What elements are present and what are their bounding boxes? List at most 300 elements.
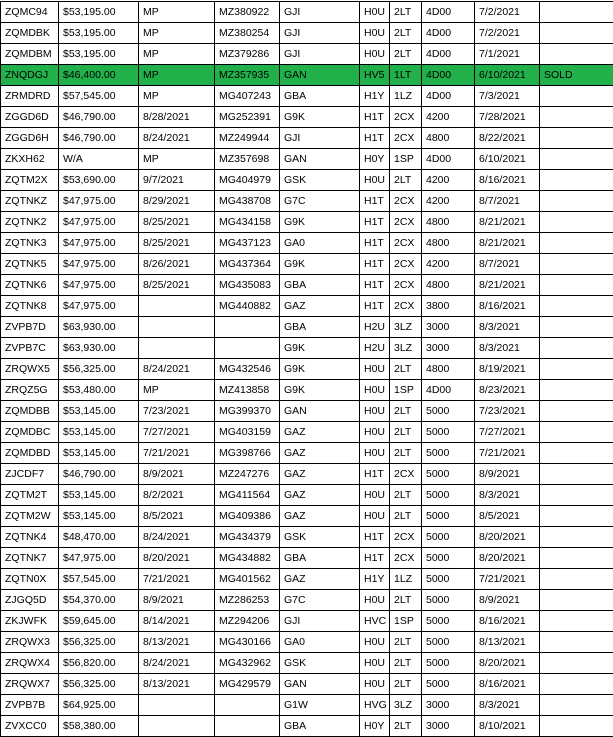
cell-trim: 2LT xyxy=(390,674,422,695)
cell-price: $54,370.00 xyxy=(59,590,139,611)
cell-color-code: GJI xyxy=(280,2,360,23)
cell-model-code: H0U xyxy=(360,485,390,506)
cell-model-code: H1T xyxy=(360,548,390,569)
cell-package: 4800 xyxy=(422,275,475,296)
cell-serial xyxy=(215,716,280,737)
cell-price: $46,790.00 xyxy=(59,107,139,128)
table-row xyxy=(1,212,613,233)
cell-stock-number: ZQTNK5 xyxy=(1,254,59,275)
cell-status xyxy=(540,380,613,401)
cell-arrival-date: 8/16/2021 xyxy=(475,674,540,695)
cell-stock-number: ZKXH62 xyxy=(1,149,59,170)
cell-serial: MG398766 xyxy=(215,443,280,464)
cell-arrival-date: 8/21/2021 xyxy=(475,233,540,254)
cell-date: 8/9/2021 xyxy=(139,590,215,611)
cell-color-code: GJI xyxy=(280,23,360,44)
cell-stock-number: ZVXCC0 xyxy=(1,716,59,737)
cell-status xyxy=(540,716,613,737)
cell-package: 4D00 xyxy=(422,86,475,107)
cell-stock-number: ZQMC94 xyxy=(1,2,59,23)
cell-package: 3000 xyxy=(422,317,475,338)
table-row xyxy=(1,170,613,191)
cell-price: $46,790.00 xyxy=(59,464,139,485)
cell-status xyxy=(540,506,613,527)
table-row xyxy=(1,338,613,359)
cell-color-code: GSK xyxy=(280,653,360,674)
cell-model-code: H0U xyxy=(360,170,390,191)
cell-stock-number: ZQMDBD xyxy=(1,443,59,464)
cell-stock-number: ZRQWX5 xyxy=(1,359,59,380)
cell-serial: MZ379286 xyxy=(215,44,280,65)
cell-package: 4D00 xyxy=(422,149,475,170)
cell-stock-number: ZQTM2X xyxy=(1,170,59,191)
cell-date: MP xyxy=(139,65,215,86)
cell-status xyxy=(540,653,613,674)
table-row xyxy=(1,65,613,86)
cell-status xyxy=(540,233,613,254)
table-row xyxy=(1,191,613,212)
cell-model-code: H0U xyxy=(360,23,390,44)
cell-trim: 2CX xyxy=(390,212,422,233)
table-row xyxy=(1,443,613,464)
cell-stock-number: ZJCDF7 xyxy=(1,464,59,485)
cell-status xyxy=(540,128,613,149)
cell-price: $63,930.00 xyxy=(59,317,139,338)
cell-status xyxy=(540,590,613,611)
cell-model-code: H0U xyxy=(360,380,390,401)
cell-status xyxy=(540,527,613,548)
cell-color-code: G9K xyxy=(280,254,360,275)
cell-trim: 2CX xyxy=(390,191,422,212)
cell-trim: 2LT xyxy=(390,23,422,44)
cell-trim: 2CX xyxy=(390,296,422,317)
cell-date: 8/28/2021 xyxy=(139,107,215,128)
cell-status xyxy=(540,485,613,506)
cell-date: MP xyxy=(139,86,215,107)
cell-color-code: GBA xyxy=(280,716,360,737)
cell-arrival-date: 7/1/2021 xyxy=(475,44,540,65)
cell-trim: 2CX xyxy=(390,254,422,275)
cell-trim: 2CX xyxy=(390,275,422,296)
cell-arrival-date: 8/3/2021 xyxy=(475,338,540,359)
cell-date: 8/20/2021 xyxy=(139,548,215,569)
cell-date: 7/21/2021 xyxy=(139,569,215,590)
cell-serial: MG435083 xyxy=(215,275,280,296)
table-row xyxy=(1,254,613,275)
cell-model-code: HVC xyxy=(360,611,390,632)
cell-status xyxy=(540,2,613,23)
cell-package: 4D00 xyxy=(422,23,475,44)
cell-arrival-date: 8/20/2021 xyxy=(475,548,540,569)
cell-stock-number: ZQMDBC xyxy=(1,422,59,443)
cell-trim: 2LT xyxy=(390,653,422,674)
table-row xyxy=(1,716,613,737)
cell-date: 8/2/2021 xyxy=(139,485,215,506)
cell-arrival-date: 7/27/2021 xyxy=(475,422,540,443)
cell-serial: MZ380922 xyxy=(215,2,280,23)
cell-arrival-date: 8/16/2021 xyxy=(475,296,540,317)
table-row xyxy=(1,590,613,611)
cell-price: $56,325.00 xyxy=(59,674,139,695)
cell-trim: 2LT xyxy=(390,422,422,443)
cell-color-code: GAN xyxy=(280,674,360,695)
cell-stock-number: ZQTNK4 xyxy=(1,527,59,548)
cell-trim: 2LT xyxy=(390,359,422,380)
cell-model-code: H1T xyxy=(360,128,390,149)
cell-arrival-date: 7/2/2021 xyxy=(475,23,540,44)
table-body xyxy=(1,2,613,737)
cell-serial: MZ247276 xyxy=(215,464,280,485)
cell-date: 7/27/2021 xyxy=(139,422,215,443)
cell-serial: MG407243 xyxy=(215,86,280,107)
cell-date: 8/24/2021 xyxy=(139,653,215,674)
cell-arrival-date: 8/5/2021 xyxy=(475,506,540,527)
cell-trim: 3LZ xyxy=(390,338,422,359)
cell-price: $48,470.00 xyxy=(59,527,139,548)
cell-arrival-date: 7/23/2021 xyxy=(475,401,540,422)
cell-model-code: HVG xyxy=(360,695,390,716)
cell-status xyxy=(540,674,613,695)
cell-date: MP xyxy=(139,44,215,65)
cell-color-code: G9K xyxy=(280,380,360,401)
cell-trim: 1LZ xyxy=(390,86,422,107)
cell-color-code: GAN xyxy=(280,65,360,86)
cell-trim: 2LT xyxy=(390,506,422,527)
cell-price: $57,545.00 xyxy=(59,86,139,107)
cell-package: 5000 xyxy=(422,569,475,590)
cell-price: $53,690.00 xyxy=(59,170,139,191)
cell-package: 5000 xyxy=(422,632,475,653)
cell-model-code: H0U xyxy=(360,359,390,380)
cell-color-code: GAZ xyxy=(280,569,360,590)
cell-trim: 1LT xyxy=(390,65,422,86)
table-row xyxy=(1,632,613,653)
cell-color-code: GAZ xyxy=(280,485,360,506)
cell-trim: 2LT xyxy=(390,443,422,464)
cell-status xyxy=(540,569,613,590)
cell-arrival-date: 8/10/2021 xyxy=(475,716,540,737)
cell-price: $53,195.00 xyxy=(59,2,139,23)
cell-serial: MG403159 xyxy=(215,422,280,443)
cell-status xyxy=(540,275,613,296)
cell-model-code: H1T xyxy=(360,233,390,254)
cell-price: $58,380.00 xyxy=(59,716,139,737)
cell-trim: 2LT xyxy=(390,401,422,422)
cell-serial xyxy=(215,317,280,338)
cell-price: $53,145.00 xyxy=(59,422,139,443)
cell-model-code: H0U xyxy=(360,443,390,464)
cell-model-code: H1T xyxy=(360,296,390,317)
cell-price: $47,975.00 xyxy=(59,275,139,296)
cell-package: 5000 xyxy=(422,506,475,527)
cell-package: 5000 xyxy=(422,443,475,464)
cell-package: 3000 xyxy=(422,716,475,737)
cell-trim: 2CX xyxy=(390,233,422,254)
table-row xyxy=(1,44,613,65)
cell-stock-number: ZQMDBB xyxy=(1,401,59,422)
cell-date xyxy=(139,716,215,737)
cell-serial: MG432962 xyxy=(215,653,280,674)
cell-stock-number: ZRMDRD xyxy=(1,86,59,107)
cell-stock-number: ZQMDBK xyxy=(1,23,59,44)
cell-package: 5000 xyxy=(422,527,475,548)
table-row xyxy=(1,23,613,44)
cell-arrival-date: 8/3/2021 xyxy=(475,317,540,338)
cell-package: 5000 xyxy=(422,464,475,485)
cell-color-code: G9K xyxy=(280,212,360,233)
cell-color-code: GAZ xyxy=(280,296,360,317)
cell-price: $56,820.00 xyxy=(59,653,139,674)
cell-arrival-date: 8/16/2021 xyxy=(475,611,540,632)
cell-model-code: H0Y xyxy=(360,716,390,737)
cell-color-code: GBA xyxy=(280,317,360,338)
cell-serial: MG411564 xyxy=(215,485,280,506)
cell-package: 5000 xyxy=(422,548,475,569)
table-row xyxy=(1,380,613,401)
table-row xyxy=(1,128,613,149)
cell-serial: MG399370 xyxy=(215,401,280,422)
cell-trim: 2CX xyxy=(390,527,422,548)
cell-status xyxy=(540,254,613,275)
cell-package: 4800 xyxy=(422,233,475,254)
cell-color-code: G7C xyxy=(280,191,360,212)
cell-date: 8/25/2021 xyxy=(139,212,215,233)
cell-status xyxy=(540,611,613,632)
cell-price: $46,400.00 xyxy=(59,65,139,86)
cell-model-code: H1T xyxy=(360,107,390,128)
cell-model-code: H1Y xyxy=(360,569,390,590)
cell-package: 4200 xyxy=(422,254,475,275)
cell-stock-number: ZQTNK2 xyxy=(1,212,59,233)
cell-serial: MZ286253 xyxy=(215,590,280,611)
cell-package: 5000 xyxy=(422,653,475,674)
cell-stock-number: ZQTM2T xyxy=(1,485,59,506)
cell-date: 8/29/2021 xyxy=(139,191,215,212)
cell-color-code: G1W xyxy=(280,695,360,716)
cell-model-code: H2U xyxy=(360,317,390,338)
cell-model-code: H0U xyxy=(360,506,390,527)
cell-color-code: GBA xyxy=(280,86,360,107)
cell-price: $47,975.00 xyxy=(59,212,139,233)
table-row xyxy=(1,506,613,527)
cell-trim: 2CX xyxy=(390,548,422,569)
cell-status xyxy=(540,170,613,191)
cell-status xyxy=(540,23,613,44)
cell-status xyxy=(540,464,613,485)
cell-stock-number: ZRQWX7 xyxy=(1,674,59,695)
cell-serial: MG252391 xyxy=(215,107,280,128)
cell-arrival-date: 6/10/2021 xyxy=(475,65,540,86)
cell-date: 8/5/2021 xyxy=(139,506,215,527)
cell-date: 8/24/2021 xyxy=(139,359,215,380)
cell-model-code: H0U xyxy=(360,422,390,443)
cell-trim: 2CX xyxy=(390,128,422,149)
cell-date: 8/25/2021 xyxy=(139,233,215,254)
cell-stock-number: ZRQWX3 xyxy=(1,632,59,653)
cell-serial: MG432546 xyxy=(215,359,280,380)
cell-model-code: H1Y xyxy=(360,86,390,107)
cell-package: 4D00 xyxy=(422,65,475,86)
cell-arrival-date: 8/21/2021 xyxy=(475,275,540,296)
cell-arrival-date: 8/3/2021 xyxy=(475,695,540,716)
cell-trim: 3LZ xyxy=(390,695,422,716)
cell-model-code: H1T xyxy=(360,527,390,548)
cell-color-code: GA0 xyxy=(280,632,360,653)
cell-model-code: H1T xyxy=(360,212,390,233)
cell-trim: 2LT xyxy=(390,632,422,653)
cell-arrival-date: 8/13/2021 xyxy=(475,632,540,653)
cell-color-code: G9K xyxy=(280,107,360,128)
cell-arrival-date: 6/10/2021 xyxy=(475,149,540,170)
cell-status xyxy=(540,443,613,464)
cell-stock-number: ZJGQ5D xyxy=(1,590,59,611)
cell-arrival-date: 8/19/2021 xyxy=(475,359,540,380)
table-row xyxy=(1,422,613,443)
table-row xyxy=(1,674,613,695)
cell-color-code: G9K xyxy=(280,338,360,359)
cell-serial: MG401562 xyxy=(215,569,280,590)
cell-color-code: GBA xyxy=(280,275,360,296)
cell-serial: MZ294206 xyxy=(215,611,280,632)
table-row xyxy=(1,464,613,485)
cell-color-code: GJI xyxy=(280,128,360,149)
cell-arrival-date: 8/9/2021 xyxy=(475,464,540,485)
cell-model-code: H0U xyxy=(360,653,390,674)
cell-date: 7/21/2021 xyxy=(139,443,215,464)
cell-status xyxy=(540,422,613,443)
cell-serial: MG434882 xyxy=(215,548,280,569)
cell-trim: 2LT xyxy=(390,716,422,737)
cell-color-code: GAZ xyxy=(280,464,360,485)
cell-package: 4200 xyxy=(422,107,475,128)
cell-trim: 2LT xyxy=(390,590,422,611)
cell-price: $47,975.00 xyxy=(59,233,139,254)
cell-package: 3000 xyxy=(422,695,475,716)
cell-serial: MZ357698 xyxy=(215,149,280,170)
cell-model-code: H1T xyxy=(360,464,390,485)
cell-status xyxy=(540,107,613,128)
table-row xyxy=(1,275,613,296)
cell-date xyxy=(139,695,215,716)
cell-serial: MG438708 xyxy=(215,191,280,212)
cell-color-code: G9K xyxy=(280,359,360,380)
cell-price: $53,145.00 xyxy=(59,443,139,464)
table-row xyxy=(1,233,613,254)
cell-trim: 1LZ xyxy=(390,569,422,590)
cell-status xyxy=(540,149,613,170)
cell-status: SOLD xyxy=(540,65,613,86)
cell-serial: MG434379 xyxy=(215,527,280,548)
cell-arrival-date: 8/21/2021 xyxy=(475,212,540,233)
cell-model-code: H1T xyxy=(360,275,390,296)
cell-trim: 2LT xyxy=(390,485,422,506)
cell-arrival-date: 8/23/2021 xyxy=(475,380,540,401)
cell-color-code: GJI xyxy=(280,611,360,632)
cell-date: 8/13/2021 xyxy=(139,674,215,695)
table-row xyxy=(1,317,613,338)
cell-date xyxy=(139,317,215,338)
cell-date xyxy=(139,296,215,317)
spreadsheet-table xyxy=(0,1,613,737)
cell-price: $47,975.00 xyxy=(59,296,139,317)
cell-status xyxy=(540,44,613,65)
cell-stock-number: ZQTNK3 xyxy=(1,233,59,254)
cell-stock-number: ZQTN0X xyxy=(1,569,59,590)
cell-serial: MG430166 xyxy=(215,632,280,653)
cell-date: 8/13/2021 xyxy=(139,632,215,653)
cell-package: 4D00 xyxy=(422,380,475,401)
cell-arrival-date: 8/9/2021 xyxy=(475,590,540,611)
cell-model-code: H2U xyxy=(360,338,390,359)
table-row xyxy=(1,527,613,548)
table-row xyxy=(1,695,613,716)
cell-stock-number: ZQMDBM xyxy=(1,44,59,65)
cell-color-code: GA0 xyxy=(280,233,360,254)
cell-model-code: H0Y xyxy=(360,149,390,170)
cell-color-code: GAZ xyxy=(280,506,360,527)
cell-trim: 1SP xyxy=(390,611,422,632)
cell-arrival-date: 8/7/2021 xyxy=(475,191,540,212)
cell-price: W/A xyxy=(59,149,139,170)
cell-serial: MG404979 xyxy=(215,170,280,191)
cell-trim: 1SP xyxy=(390,380,422,401)
cell-color-code: GAZ xyxy=(280,422,360,443)
cell-status xyxy=(540,338,613,359)
cell-price: $53,145.00 xyxy=(59,401,139,422)
cell-stock-number: ZRQWX4 xyxy=(1,653,59,674)
cell-price: $59,645.00 xyxy=(59,611,139,632)
cell-serial: MZ249944 xyxy=(215,128,280,149)
cell-stock-number: ZKJWFK xyxy=(1,611,59,632)
cell-arrival-date: 8/7/2021 xyxy=(475,254,540,275)
cell-status xyxy=(540,296,613,317)
cell-model-code: H0U xyxy=(360,590,390,611)
cell-package: 5000 xyxy=(422,485,475,506)
cell-serial: MG437364 xyxy=(215,254,280,275)
cell-stock-number: ZRQZ5G xyxy=(1,380,59,401)
cell-date: 9/7/2021 xyxy=(139,170,215,191)
table-row xyxy=(1,359,613,380)
cell-stock-number: ZQTM2W xyxy=(1,506,59,527)
cell-color-code: GJI xyxy=(280,44,360,65)
cell-arrival-date: 7/2/2021 xyxy=(475,2,540,23)
cell-package: 4D00 xyxy=(422,44,475,65)
table-row xyxy=(1,2,613,23)
cell-package: 4D00 xyxy=(422,2,475,23)
cell-date: MP xyxy=(139,380,215,401)
cell-stock-number: ZQTNK6 xyxy=(1,275,59,296)
cell-package: 4200 xyxy=(422,170,475,191)
cell-date: MP xyxy=(139,149,215,170)
cell-model-code: H1T xyxy=(360,254,390,275)
cell-status xyxy=(540,695,613,716)
table-row xyxy=(1,296,613,317)
cell-price: $47,975.00 xyxy=(59,254,139,275)
cell-color-code: G7C xyxy=(280,590,360,611)
cell-trim: 1SP xyxy=(390,149,422,170)
table-row xyxy=(1,611,613,632)
cell-price: $47,975.00 xyxy=(59,191,139,212)
cell-serial: MZ413858 xyxy=(215,380,280,401)
cell-arrival-date: 8/3/2021 xyxy=(475,485,540,506)
cell-serial: MG440882 xyxy=(215,296,280,317)
cell-price: $56,325.00 xyxy=(59,632,139,653)
cell-package: 4800 xyxy=(422,128,475,149)
cell-package: 5000 xyxy=(422,611,475,632)
cell-color-code: GBA xyxy=(280,548,360,569)
table-row xyxy=(1,149,613,170)
cell-date: 8/14/2021 xyxy=(139,611,215,632)
